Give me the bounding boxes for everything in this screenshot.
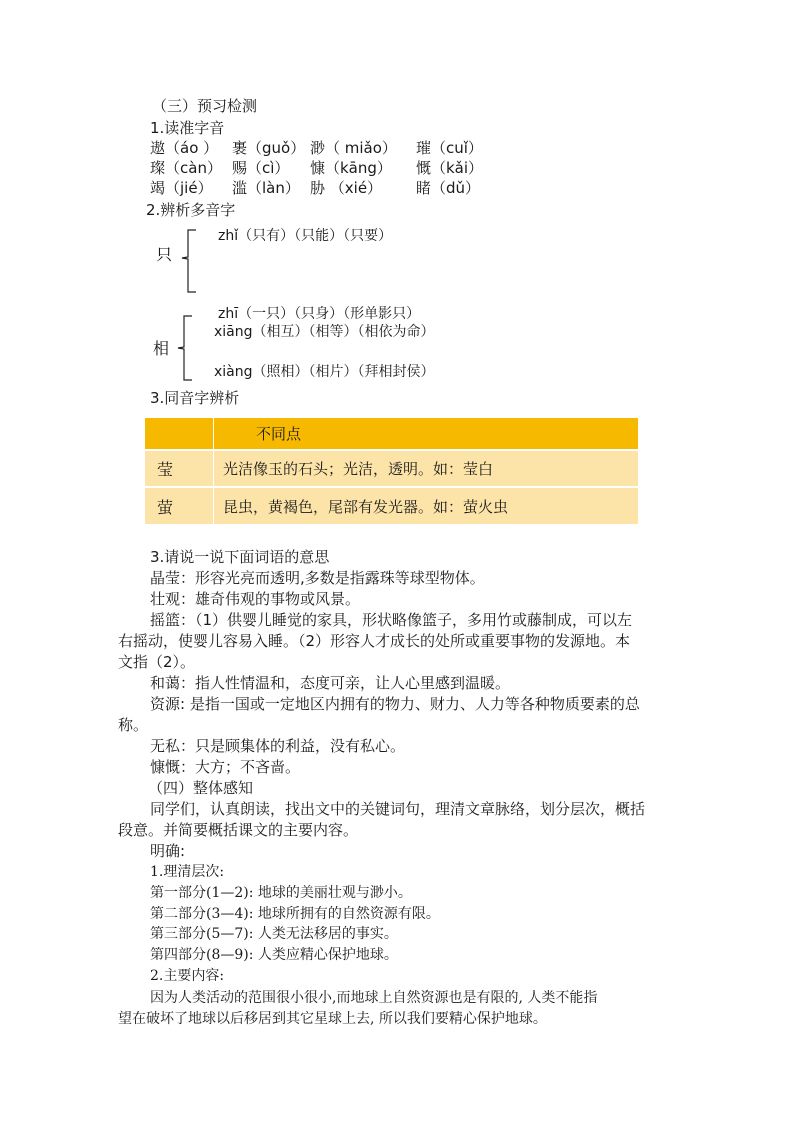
zhi-reading-2: zhī（一只）（只身）（形单影只） <box>218 306 421 322</box>
vocab-item-cont: 右摇动，使婴儿容易入睡。（2）形容人才成长的处所或重要事物的发源地。本 <box>118 632 631 650</box>
pron-cell: 竭（jié） <box>150 179 213 197</box>
part-item: 第三部分(5—7): 人类无法移居的事实。 <box>150 926 398 942</box>
polyphone-char-xiang: 相 <box>153 339 170 358</box>
polyphone-char-zhi: 只 <box>156 245 173 264</box>
part-item: 第二部分(3—4): 地球所拥有的自然资源有限。 <box>150 906 440 922</box>
brace-icon <box>180 228 200 294</box>
part-item: 第一部分(1—2): 地球的美丽壮观与渺小。 <box>150 885 412 901</box>
xiang-reading-2: xiàng（照相）（相片）（拜相封侯） <box>214 364 435 380</box>
subsection-title-homophone: 3.同音字辨析 <box>150 389 240 407</box>
summary-line: 因为人类活动的范围很小很小,而地球上自然资源也是有限的, 人类不能指 <box>150 990 598 1006</box>
pron-cell: 慨（kǎi） <box>416 159 484 177</box>
vocab-item: 慷慨：大方；不吝啬。 <box>150 758 301 776</box>
summary-line-cont: 望在破坏了地球以后移居到其它星球上去, 所以我们要精心保护地球。 <box>118 1011 547 1027</box>
table-row-desc: 光洁像玉的石头；光洁，透明。如：莹白 <box>214 451 638 486</box>
vocab-item: 摇篮：（1）供婴儿睡觉的家具，形状略像篮子，多用竹或藤制成，可以左 <box>150 611 633 629</box>
overall-paragraph-cont: 段意。并简要概括课文的主要内容。 <box>118 821 359 839</box>
pron-cell: 赐（cì） <box>232 159 290 177</box>
table-row-char: 萤 <box>145 488 213 524</box>
part-item: 第四部分(8—9): 人类应精心保护地球。 <box>150 947 398 963</box>
pron-cell: 慷（kāng） <box>310 159 392 177</box>
vocab-item: 资源: 是指一国或一定地区内拥有的物力、财力、人力等各种物质要素的总 <box>150 695 640 713</box>
subsection-title-polyphone: 2.辨析多音字 <box>146 201 236 219</box>
pron-cell: 璀（cuǐ） <box>416 139 483 157</box>
brace-icon <box>176 314 196 382</box>
homophone-table <box>145 418 638 524</box>
subsection-title-pronunciation: 1.读准字音 <box>150 119 225 137</box>
table-header: 不同点 <box>214 418 638 449</box>
pron-cell: 裹（guǒ） <box>232 139 306 157</box>
layers-title: 1.理清层次: <box>150 864 225 880</box>
overall-paragraph: 同学们，认真朗读，找出文中的关键词句，理清文章脉络，划分层次，概括 <box>150 800 646 818</box>
table-row-char: 莹 <box>145 451 213 486</box>
clarify-label: 明确: <box>150 842 186 860</box>
zhi-reading-1: zhǐ（只有）（只能）（只要） <box>218 228 393 244</box>
vocab-item: 无私：只是顾集体的利益，没有私心。 <box>150 737 406 755</box>
vocab-item: 壮观：雄奇伟观的事物或风景。 <box>150 590 361 608</box>
section-heading-preview: （三）预习检测 <box>152 97 258 115</box>
vocab-item: 和蔼：指人性情温和，态度可亲，让人心里感到温暖。 <box>150 674 511 692</box>
section-heading-overall: （四）整体感知 <box>148 779 254 797</box>
main-content-title: 2.主要内容: <box>150 968 225 984</box>
pron-cell: 睹（dǔ） <box>416 179 481 197</box>
pron-cell: 渺（ miǎo） <box>310 139 397 157</box>
pron-cell: 胁 （xié） <box>310 179 383 197</box>
table-header-blank <box>145 418 213 449</box>
pron-cell: 遨（áo ） <box>150 139 219 157</box>
vocab-item-cont: 称。 <box>118 716 149 734</box>
pron-cell: 璨（càn） <box>150 159 222 177</box>
vocab-item: 晶莹：形容光亮而透明,多数是指露珠等球型物体。 <box>150 569 485 587</box>
pron-cell: 滥（làn） <box>232 179 300 197</box>
xiang-reading-1: xiāng（相互）（相等）（相依为命） <box>214 324 435 340</box>
vocab-title: 3.请说一说下面词语的意思 <box>150 548 330 566</box>
table-row-desc: 昆虫，黄褐色，尾部有发光器。如：萤火虫 <box>214 488 638 524</box>
vocab-item-cont: 文指（2）。 <box>118 653 196 671</box>
